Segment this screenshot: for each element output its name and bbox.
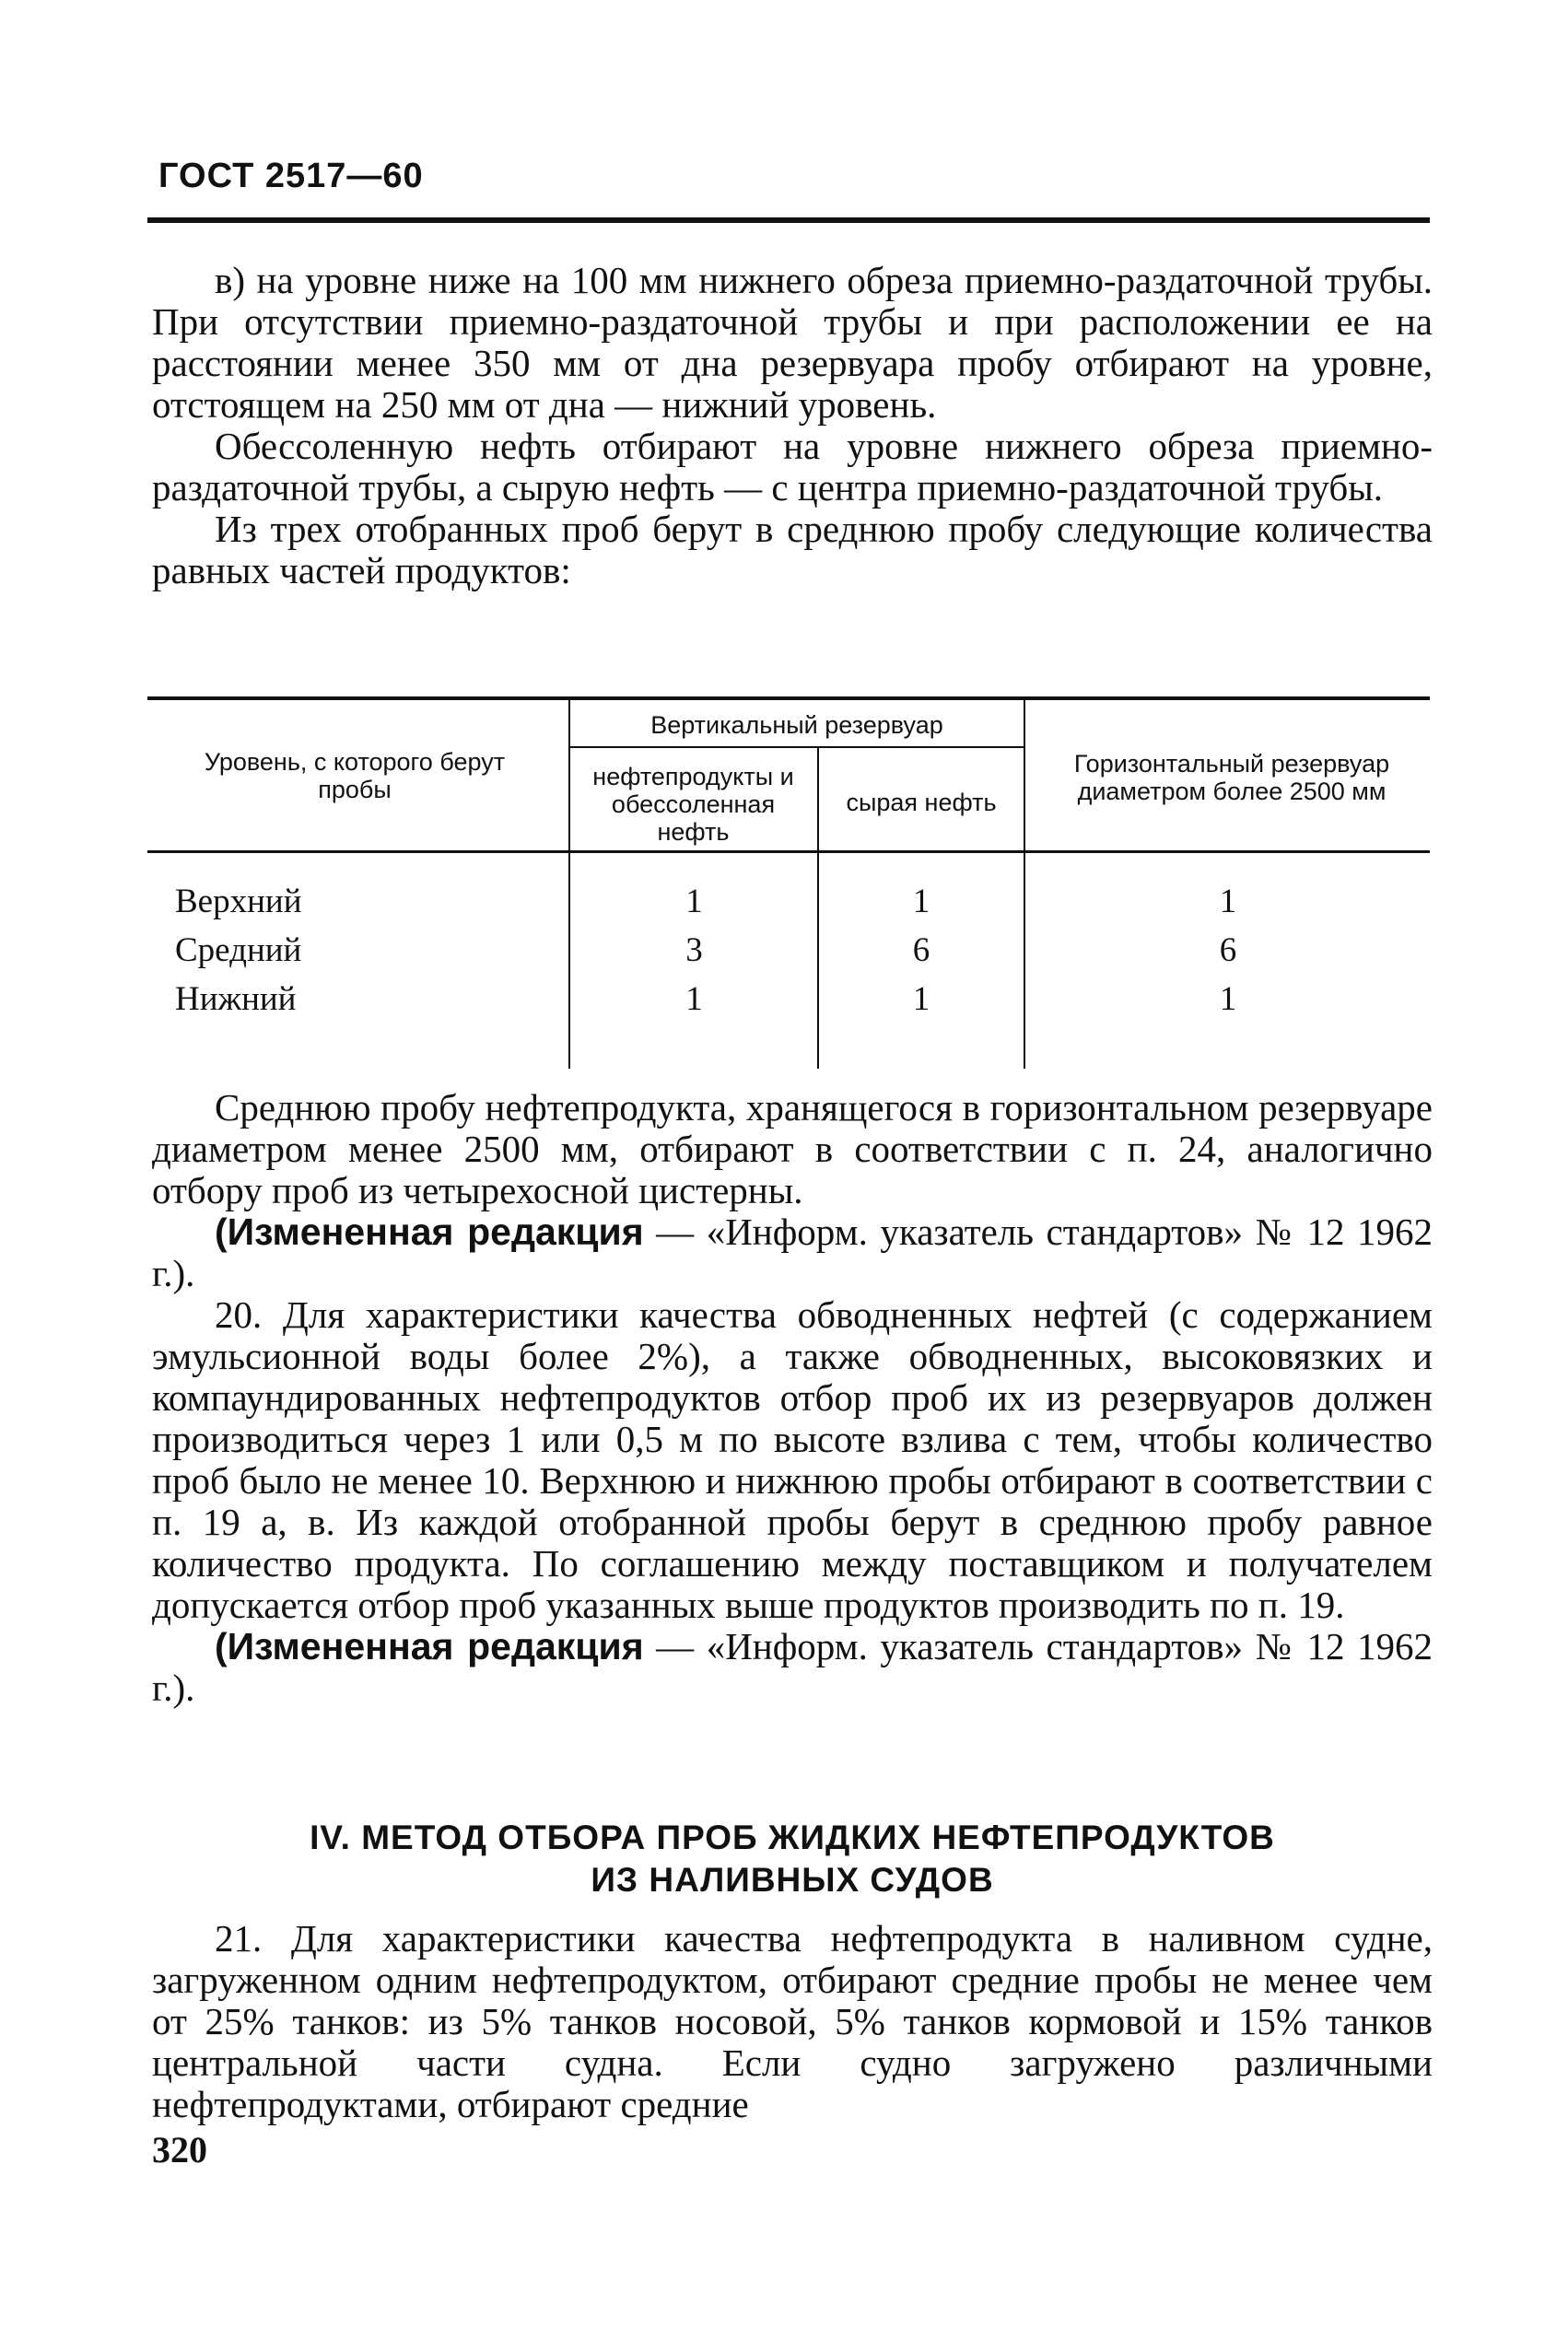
- row-horizontal: 1: [1219, 980, 1237, 1018]
- header-rule: [147, 217, 1430, 223]
- table-top-rule: [147, 696, 1430, 700]
- row-crude: 6: [912, 931, 930, 969]
- row-horizontal: 6: [1219, 931, 1237, 969]
- paragraph-desalted-oil: Обессоленную нефть отбирают на уровне нижнего обреза приемно-раздаточной трубы, а сырую нефть — с центра приемно-раздаточной трубы.: [152, 425, 1433, 509]
- edit-note-rest: — «Информ. указатель стандартов» № 12 1962 г.).: [152, 1625, 1433, 1709]
- page-header: ГОСТ 2517—60: [158, 157, 424, 195]
- after-table-text: [152, 1087, 1433, 1709]
- section-title-line-1: IV. МЕТОД ОТБОРА ПРОБ ЖИДКИХ НЕФТЕПРОДУКТОВ: [310, 1819, 1275, 1856]
- edit-note-bold: (Измененная редакция: [215, 1625, 644, 1667]
- section-text: [152, 1918, 1433, 2125]
- paragraph-item-v: в) на уровне ниже на 100 мм нижнего обреза приемно-раздаточной трубы. При отсутствии приемно-раздаточной трубы и при расположении ее на расстоянии менее 350 мм от дна резервуара пробу отбирают на уровне, отстоящем на 250 мм от дна — нижний уровень.: [152, 259, 1433, 426]
- paragraph-horizontal-tank: Среднюю пробу нефтепродукта, хранящегося в горизонтальном резервуаре диаметром менее 2500 мм, отбирают в соответствии с п. 24, аналогично отбору проб из четырехосной цистерны.: [152, 1086, 1433, 1211]
- row-products: 1: [685, 980, 703, 1018]
- row-level: Верхний: [175, 883, 302, 920]
- intro-text: [152, 260, 1433, 591]
- edit-note-2: [152, 1626, 1433, 1709]
- edit-note-1: [152, 1211, 1433, 1294]
- paragraph-21: 21. Для характеристики качества нефтепродукта в наливном судне, загруженном одним нефтепродуктом, отбирают средние пробы не менее чем от 25% танков: из 5% танков носовой, 5% танков кормовой и 15% танков центральной части судна. Если судно загружено различными нефтепродуктами, отбирают средние: [152, 1917, 1433, 2125]
- row-level: Средний: [175, 931, 302, 969]
- paragraph-sample-parts: Из трех отобранных проб берут в среднюю пробу следующие количества равных частей продуктов:: [152, 508, 1433, 591]
- section-title-line-2: ИЗ НАЛИВНЫХ СУДОВ: [591, 1861, 994, 1899]
- paragraph-20: 20. Для характеристики качества обводненных нефтей (с содержанием эмульсионной воды более 2%), а также обводненных, высоковязких и компаундированных нефтепродуктов отбор проб их из резервуаров должен производиться через 1 или 0,5 м по высоте взлива с тем, чтобы количество проб было не менее 10. Верхнюю и нижнюю пробы отбирают в соответствии с п. 19 а, в. Из каждой отобранной пробы берут в среднюю пробу равное количество продукта. По соглашению между поставщиком и получателем допускается отбор проб указанных выше продуктов производить по п. 19.: [152, 1293, 1433, 1626]
- table-group-rule: [568, 746, 1025, 748]
- edit-note-rest: — «Информ. указатель стандартов» № 12 1962 г.).: [152, 1211, 1433, 1294]
- row-crude: 1: [912, 980, 930, 1018]
- table-header-rule: [147, 850, 1430, 853]
- header-level: Уровень, с которого берут пробы: [204, 748, 506, 803]
- edit-note-bold: (Измененная редакция: [215, 1211, 644, 1253]
- row-crude: 1: [912, 883, 930, 920]
- header-horizontal-tank: Горизонтальный резервуар диаметром более 2500 мм: [1073, 750, 1390, 805]
- row-level: Нижний: [175, 980, 297, 1018]
- header-crude: сырая нефть: [846, 789, 997, 816]
- header-vertical-tank: Вертикальный резервуар: [650, 711, 943, 739]
- row-products: 1: [685, 883, 703, 920]
- section-title: [152, 1817, 1433, 1901]
- row-products: 3: [685, 931, 703, 969]
- header-products: нефтепродукты и обессоленная нефть: [592, 763, 794, 846]
- row-horizontal: 1: [1219, 883, 1237, 920]
- table-vline-1: [568, 700, 570, 1069]
- page-number: 320: [152, 2129, 207, 2170]
